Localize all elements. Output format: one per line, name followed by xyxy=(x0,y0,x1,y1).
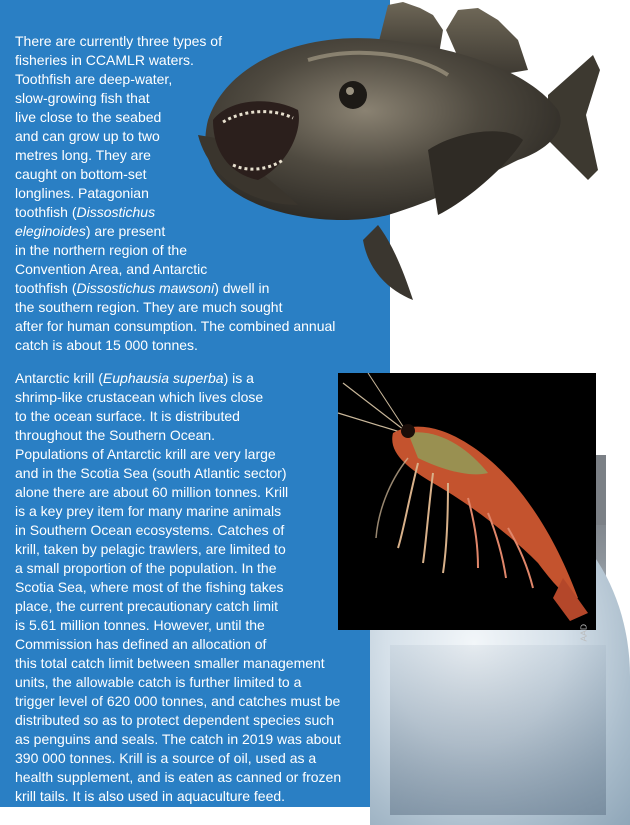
krill-photo xyxy=(338,373,596,642)
photo-credit: AAD xyxy=(578,624,588,642)
text-line: Toothfish are deep-water, xyxy=(15,71,173,87)
text-line: Convention Area, and Antarctic xyxy=(15,261,208,277)
text-line: after for human consumption. The combined annual xyxy=(15,318,336,334)
text-line: health supplement, and is eaten as canned or frozen xyxy=(15,769,342,785)
text-line: metres long. They are xyxy=(15,147,151,163)
text-line: distributed so as to protect dependent species such xyxy=(15,712,335,728)
krill-paragraph xyxy=(15,369,341,806)
text-line: longlines. Patagonian xyxy=(15,185,149,201)
text-line: is a key prey item for many marine animals xyxy=(15,503,282,519)
text-line: and can grow up to two xyxy=(15,128,160,144)
species-name: Euphausia superba xyxy=(102,370,224,386)
text-line: Commission has defined an allocation of xyxy=(15,636,267,652)
krill-illustration xyxy=(338,373,596,630)
text-line: krill tails. It is also used in aquaculture feed. xyxy=(15,788,286,804)
text-line: in Southern Ocean ecosystems. Catches of xyxy=(15,522,285,538)
text-line: and in the Scotia Sea (south Atlantic sector) xyxy=(15,465,287,481)
text-line: as penguins and seals. The catch in 2019 was about xyxy=(15,731,341,747)
text-line: caught on bottom-set xyxy=(15,166,147,182)
species-name: Dissostichus xyxy=(76,204,156,220)
text-line: fisheries in CCAMLR waters. xyxy=(15,52,194,68)
text-line: Antarctic krill (Euphausia superba) is a xyxy=(15,370,254,386)
text-line: units, the allowable catch is further limited to a xyxy=(15,674,302,690)
text-line: the southern region. They are much sought xyxy=(15,299,283,315)
text-line: throughout the Southern Ocean. xyxy=(15,427,216,443)
toothfish-paragraph xyxy=(15,32,335,355)
text-line: alone there are about 60 million tonnes. Krill xyxy=(15,484,289,500)
text-line: 390 000 tonnes. Krill is a source of oil, used as a xyxy=(15,750,317,766)
text-line: to the ocean surface. It is distributed xyxy=(15,408,240,424)
species-name: eleginoides xyxy=(15,223,86,239)
text-line: trigger level of 620 000 tonnes, and catches must be xyxy=(15,693,341,709)
text-line: shrimp-like crustacean which lives close xyxy=(15,389,264,405)
text-line: slow-growing fish that xyxy=(15,90,150,106)
text-line: toothfish (Dissostichus mawsoni) dwell in xyxy=(15,280,270,296)
text-line: live close to the seabed xyxy=(15,109,162,125)
text-line: this total catch limit between smaller management xyxy=(15,655,325,671)
text-line: eleginoides) are present xyxy=(15,223,166,239)
text-line: a small proportion of the population. In the xyxy=(15,560,277,576)
text-line: Populations of Antarctic krill are very large xyxy=(15,446,276,462)
text-line: krill, taken by pelagic trawlers, are limited to xyxy=(15,541,286,557)
text-line: catch is about 15 000 tonnes. xyxy=(15,337,198,353)
text-line: is 5.61 million tonnes. However, until the xyxy=(15,617,265,633)
text-line: Scotia Sea, where most of the fishing takes xyxy=(15,579,284,595)
text-line: place, the current precautionary catch limit xyxy=(15,598,279,614)
text-line: in the northern region of the xyxy=(15,242,188,258)
text-line: toothfish (Dissostichus xyxy=(15,204,156,220)
text-line: There are currently three types of xyxy=(15,33,222,49)
species-name: Dissostichus mawsoni xyxy=(76,280,215,296)
